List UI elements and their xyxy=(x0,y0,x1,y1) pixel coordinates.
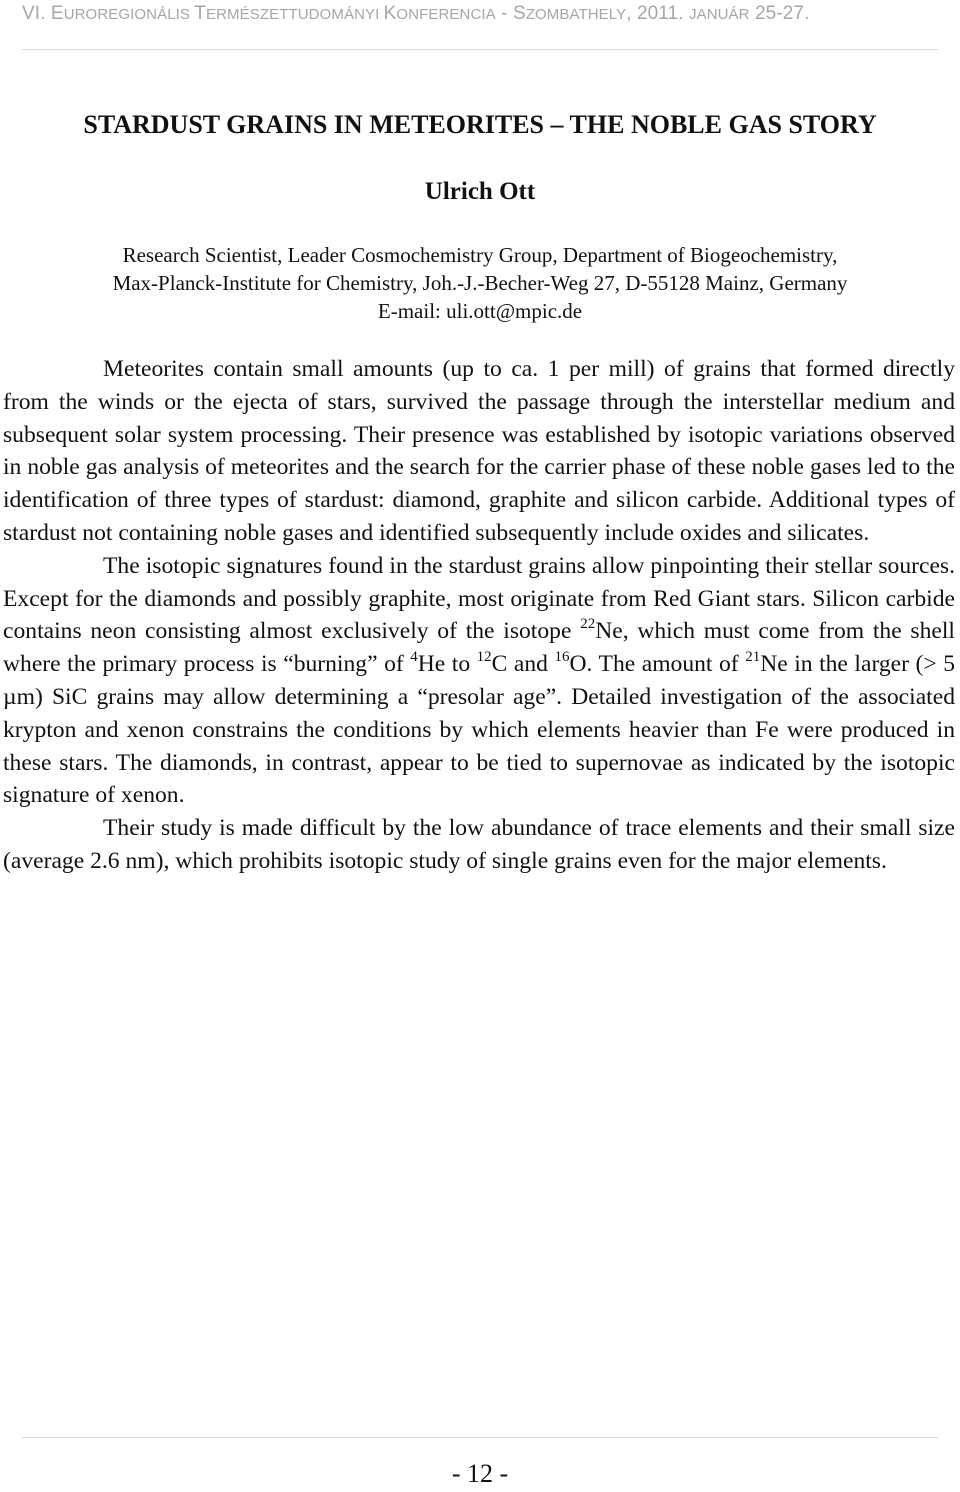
paragraph: The isotopic signatures found in the stardust grains allow pinpointing their stellar sources. Except for the diamonds and possibly graphite, most originate from Red Giant stars. Silicon carbide contains neon consisting almost exclusively of the isotope $^{22}$Ne, which must come from the shell where the primary process is “burning” of $^4$He to $^{12}$C and $^{16}$O. The amount of $^{21}$Ne in the larger (> 5 µm) SiC grains may allow determining a “presolar age”. Detailed investigation of the associated krypton and xenon constrains the conditions by which elements heavier than Fe were produced in these stars. The diamonds, in contrast, appear to be tied to supernovae as indicated by the isotopic signature of xenon. xyxy=(3,552,955,809)
footer-rule xyxy=(22,1437,938,1438)
paragraph: Meteorites contain small amounts (up to ca. 1 per mill) of grains that formed directly from the winds or the ejecta of stars, survived the passage through the interstellar medium and subsequent solar system processing. Their presence was established by isotopic variations observed in noble gas analysis of meteorites and the search for the carrier phase of these noble gases led to the identification of three types of stardust: diamond, graphite and silicon carbide. Additional types of stardust not containing noble gases and identified subsequently include oxides and silicates. xyxy=(3,356,955,546)
affiliation-line: Max-Planck-Institute for Chemistry, Joh.-J.-Becher-Weg 27, D-55128 Mainz, Germany xyxy=(112,271,848,295)
abstract-body xyxy=(3,353,955,878)
header-rule xyxy=(22,49,938,50)
affiliation-line: Research Scientist, Leader Cosmochemistry Group, Department of Biogeochemistry, xyxy=(122,243,838,267)
paragraph: Their study is made difficult by the low abundance of trace elements and their small size (average 2.6 nm), which prohibits isotopic study of single grains even for the major elements. xyxy=(3,815,955,874)
author-name: Ulrich Ott xyxy=(424,178,536,205)
author-email: E-mail: uli.ott@mpic.de xyxy=(377,299,583,323)
paper-title: STARDUST GRAINS IN METEORITES – THE NOBLE GAS STORY xyxy=(83,110,877,139)
running-header: VI. EUROREGIONÁLIS TERMÉSZETTUDOMÁNYI KONFERENCIA - SZOMBATHELY, 2011. JANUÁR 25-27. xyxy=(22,3,810,24)
author-affiliation xyxy=(0,241,960,325)
page-number: - 12 - xyxy=(451,1459,509,1488)
